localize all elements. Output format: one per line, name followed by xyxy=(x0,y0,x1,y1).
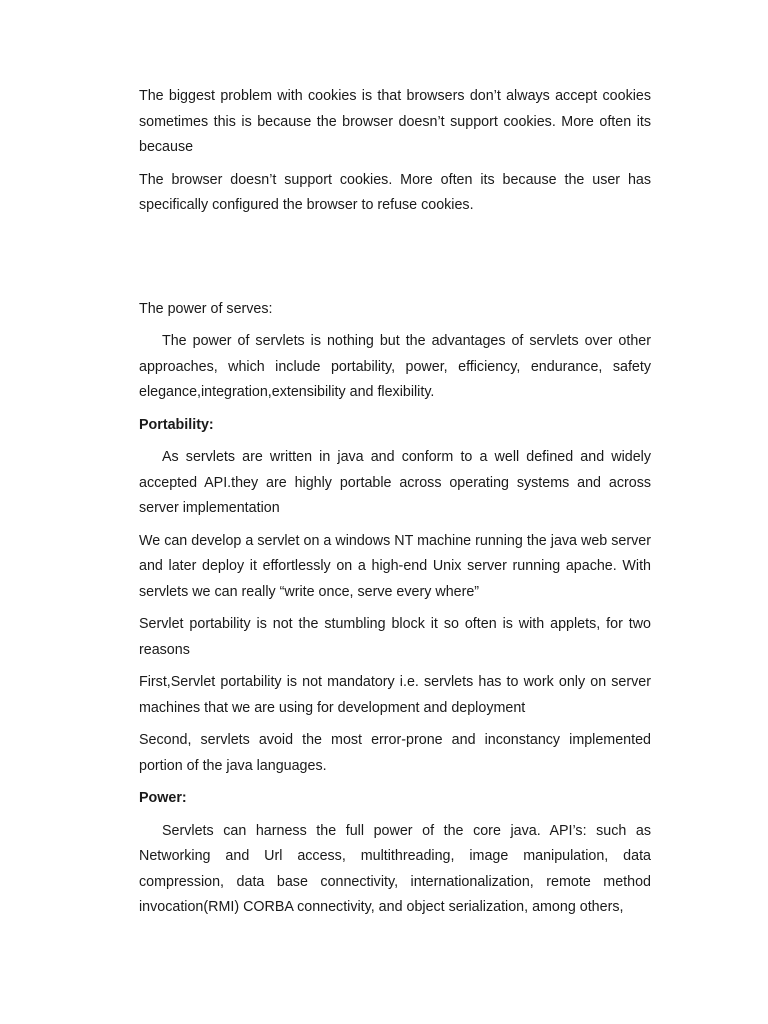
document-page xyxy=(139,84,651,921)
section-title-power-of-serves: The power of serves: xyxy=(139,300,273,317)
paragraph-power-of-servlets: The power of servlets is nothing but the advantages of servlets over other approaches, which include portability, power, efficiency, endurance, safety elegance,integration,extensibility and flexibility. xyxy=(139,333,651,400)
paragraph-cookies-refuse: The browser doesn’t support cookies. More often its because the user has specifically configured the browser to refuse cookies. xyxy=(139,171,651,213)
paragraph-power-core-java: Servlets can harness the full power of the core java. API’s: such as Networking and Url access, multithreading, image manipulation, data compression, data base connectivity, internationalization, remote method invocation(RMI) CORBA connectivity, and object serialization, among others, xyxy=(139,822,651,915)
paragraph-portability-first: First,Servlet portability is not mandatory i.e. servlets has to work only on server machines that we are using for development and deployment xyxy=(139,674,651,716)
paragraph-portability-develop: We can develop a servlet on a windows NT machine running the java web server and later deploy it effortlessly on a high-end Unix server running apache. With servlets we can really “write once, serve every where” xyxy=(139,532,651,600)
heading-power: Power: xyxy=(139,790,187,806)
paragraph-cookies-problem: The biggest problem with cookies is that browsers don’t always accept cookies sometimes this is because the browser doesn’t support cookies. More often its because xyxy=(139,88,651,155)
paragraph-portability-java: As servlets are written in java and conform to a well defined and widely accepted API.they are highly portable across operating systems and across server implementation xyxy=(139,449,651,516)
paragraph-portability-applets: Servlet portability is not the stumbling block it so often is with applets, for two reasons xyxy=(139,616,651,658)
heading-portability: Portability: xyxy=(139,416,214,433)
paragraph-portability-second: Second, servlets avoid the most error-prone and inconstancy implemented portion of the java languages. xyxy=(139,732,651,774)
